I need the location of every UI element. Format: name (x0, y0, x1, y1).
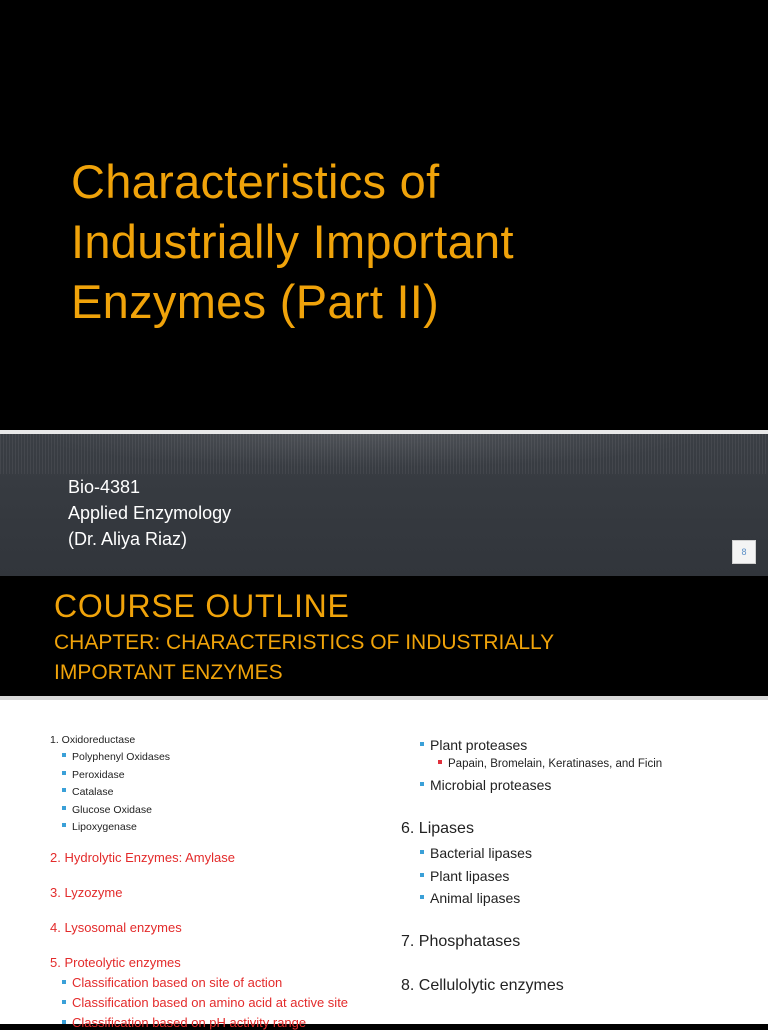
bullet-icon (62, 753, 66, 757)
chapter-heading (54, 628, 554, 688)
instructor-name: (Dr. Aliya Riaz) (68, 529, 188, 549)
title-line: Enzymes (Part II) (71, 275, 440, 328)
bullet-icon (420, 742, 424, 746)
list-item: Classification based on pH activity range (62, 1015, 306, 1030)
bullet-icon (420, 895, 424, 899)
bullet-icon (62, 1000, 66, 1004)
list-item: Peroxidase (62, 769, 125, 781)
bullet-icon (420, 873, 424, 877)
bullet-icon (420, 850, 424, 854)
outline-item-hydrolytic: 2. Hydrolytic Enzymes: Amylase (50, 850, 235, 865)
subtitle-block (68, 474, 231, 552)
title-slide (0, 0, 768, 430)
decorative-stripes (0, 434, 768, 474)
bullet-icon (438, 760, 442, 764)
list-item: Lipoxygenase (62, 821, 137, 833)
title-line: Characteristics of (71, 155, 440, 208)
list-item: Classification based on amino acid at active site (62, 995, 348, 1010)
outline-item-lysosomal: 4. Lysosomal enzymes (50, 920, 182, 935)
outline-item-lyzozyme: 3. Lyzozyme (50, 885, 123, 900)
bullet-icon (420, 782, 424, 786)
bullet-icon (62, 823, 66, 827)
chapter-line: CHAPTER: CHARACTERISTICS OF INDUSTRIALLY (54, 631, 555, 654)
bullet-icon (62, 1020, 66, 1024)
outline-body (0, 696, 768, 1030)
outline-item-oxidoreductase: 1. Oxidoreductase (50, 734, 136, 746)
list-item: Plant proteases (420, 737, 527, 753)
list-item: Bacterial lipases (420, 845, 532, 861)
chapter-line: IMPORTANT ENZYMES (54, 661, 283, 684)
list-item: Catalase (62, 786, 113, 798)
bullet-icon (62, 806, 66, 810)
outline-item-phosphatases: 7. Phosphatases (401, 933, 521, 950)
slide-number-badge: 8 (732, 540, 756, 564)
bullet-icon (62, 788, 66, 792)
outline-header (0, 576, 768, 696)
course-code: Bio-4381 (68, 477, 141, 497)
list-item: Glucose Oxidase (62, 804, 152, 816)
slide-title (71, 152, 671, 332)
course-name: Applied Enzymology (68, 503, 232, 523)
list-item: Polyphenyl Oxidases (62, 751, 170, 763)
list-item: Microbial proteases (420, 777, 551, 793)
bullet-icon (62, 980, 66, 984)
list-item: Plant lipases (420, 868, 509, 884)
outline-heading: COURSE OUTLINE (54, 588, 350, 624)
list-item: Classification based on site of action (62, 975, 282, 990)
outline-item-proteolytic: 5. Proteolytic enzymes (50, 955, 181, 970)
subtitle-band (0, 434, 768, 576)
outline-item-lipases: 6. Lipases (401, 820, 474, 837)
title-line: Industrially Important (71, 215, 514, 268)
list-item: Papain, Bromelain, Keratinases, and Ficin (438, 758, 662, 770)
bullet-icon (62, 771, 66, 775)
outline-item-cellulolytic: 8. Cellulolytic enzymes (401, 977, 564, 994)
list-item: Animal lipases (420, 890, 520, 906)
